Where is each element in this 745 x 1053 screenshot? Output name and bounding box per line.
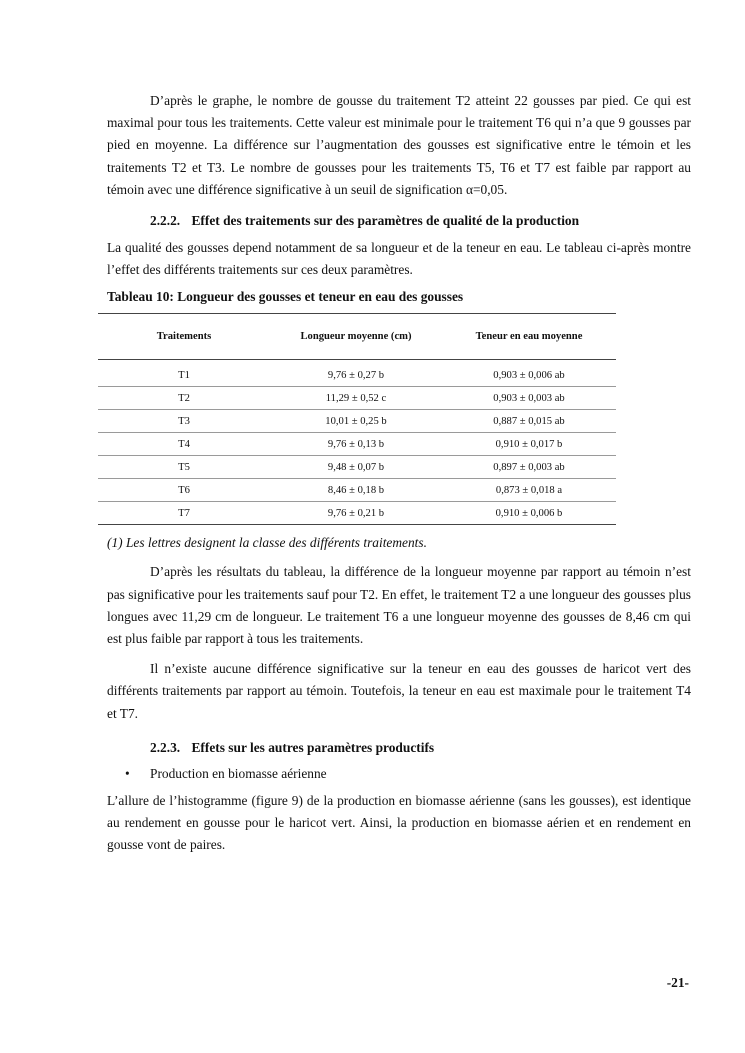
table-cell: 9,48 ± 0,07 b [270, 456, 442, 479]
page-number: -21- [666, 975, 689, 990]
section-number: 2.2.3. [150, 739, 181, 755]
table-row [98, 360, 616, 387]
table-cell: 9,76 ± 0,13 b [270, 433, 442, 456]
table-cell: 0,910 ± 0,017 b [442, 433, 616, 456]
table-cell: 0,903 ± 0,006 ab [442, 360, 616, 387]
section-title: Effets sur les autres paramètres productifs [191, 739, 435, 755]
table-header-cell: Longueur moyenne (cm) [270, 314, 442, 360]
table-cell: 10,01 ± 0,25 b [270, 410, 442, 433]
table-cell: 8,46 ± 0,18 b [270, 479, 442, 502]
table-row [98, 456, 616, 479]
table-footnote: (1) Les lettres designent la classe des différents traitements. [107, 535, 427, 551]
table-cell: T4 [98, 433, 270, 456]
section-heading-2-2-3 [107, 737, 691, 759]
table-cell: 11,29 ± 0,52 c [270, 387, 442, 410]
table-header-row [98, 314, 616, 360]
results-table [98, 313, 616, 525]
paragraph-length-analysis: D’après les résultats du tableau, la différence de la longueur moyenne par rapport au témoin n’est pas significative pour les traitements sauf pour T2. En effet, le traitement T2 a une longueur des gousses plus longues avec 11,29 cm de longueur. Le traitement T6 a une longueur moyenne des gousses de 8,46 cm qui est plus faible par rapport à tous les traitements. [107, 564, 691, 647]
paragraph-biomass: L’allure de l’histogramme (figure 9) de la production en biomasse aérienne (sans les gousses), est identique au rendement en gousse pour le haricot vert. Ainsi, la production en biomasse aérien et en rendement en gousse vont de paires. [107, 792, 691, 853]
table-row [98, 479, 616, 502]
table-row [98, 410, 616, 433]
paragraph-water-content: Il n’existe aucune différence significative sur la teneur en eau des gousses de haricot vert des différents traitements par rapport au témoin. Toutefois, la teneur en eau est maximale pour le traitement T4 et T7. [107, 661, 691, 721]
table-cell: 0,897 ± 0,003 ab [442, 456, 616, 479]
table-header-cell: Teneur en eau moyenne [442, 314, 616, 360]
table-row [98, 433, 616, 456]
table-cell: 0,873 ± 0,018 a [442, 479, 616, 502]
bullet-text: Production en biomasse aérienne [150, 765, 327, 781]
table-cell: T6 [98, 479, 270, 502]
page-content [107, 90, 691, 856]
table-caption: Tableau 10: Longueur des gousses et teneur en eau des gousses [107, 289, 464, 305]
table-cell: 0,910 ± 0,006 b [442, 502, 616, 525]
table-row [98, 387, 616, 410]
table-header-cell: Traitements [98, 314, 270, 360]
section-title: Effet des traitements sur des paramètres de qualité de la production [191, 213, 580, 229]
section-number: 2.2.2. [150, 213, 181, 229]
table-cell: T2 [98, 387, 270, 410]
paragraph-quality-intro: La qualité des gousses depend notamment de sa longueur et de la teneur en eau. Le tableau ci-après montre l’effet des différents traitements sur ces deux paramètres. [107, 240, 691, 278]
table-cell: 9,76 ± 0,27 b [270, 360, 442, 387]
table-cell: T3 [98, 410, 270, 433]
bullet-icon: • [125, 765, 130, 781]
bullet-item [107, 764, 691, 784]
table-cell: T1 [98, 360, 270, 387]
section-heading-2-2-2 [107, 210, 691, 232]
table-cell: T5 [98, 456, 270, 479]
table-cell: 9,76 ± 0,21 b [270, 502, 442, 525]
table-row [98, 502, 616, 525]
table-cell: 0,903 ± 0,003 ab [442, 387, 616, 410]
table-cell: T7 [98, 502, 270, 525]
paragraph-results-pods: D’après le graphe, le nombre de gousse du traitement T2 atteint 22 gousses par pied. Ce qui est maximal pour tous les traitements. Cette valeur est minimale pour le traitement T6 qui n’a que 9 gousses par pied en moyenne. La différence sur l’augmentation des gousses est significative entre le témoin et les traitements T2 et T3. Le nombre de gousses pour les traitements T5, T6 et T7 est faible par rapport au témoin avec une différence significative à un seuil de signification α=0,05. [107, 93, 691, 197]
table-cell: 0,887 ± 0,015 ab [442, 410, 616, 433]
